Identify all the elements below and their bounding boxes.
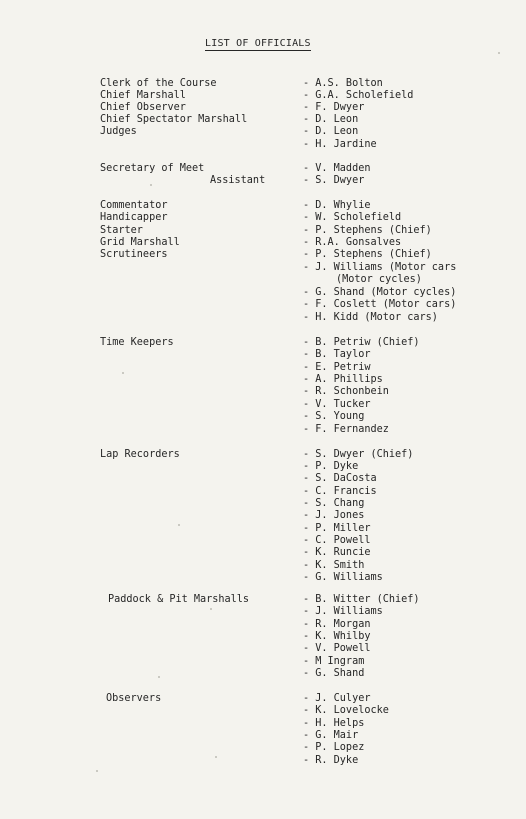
official-name: - S. DaCosta bbox=[303, 473, 377, 484]
official-role: Secretary of Meet bbox=[100, 163, 205, 174]
official-name: - V. Powell bbox=[303, 643, 371, 654]
official-role: Chief Observer bbox=[100, 102, 186, 113]
official-name: - B. Petriw (Chief) bbox=[303, 337, 420, 348]
official-name: - P. Stephens (Chief) bbox=[303, 225, 432, 236]
official-name: - P. Stephens (Chief) bbox=[303, 249, 432, 260]
official-name: - G.A. Scholefield bbox=[303, 90, 414, 101]
official-name: - S. Chang bbox=[303, 498, 365, 509]
official-name: - K. Smith bbox=[303, 560, 365, 571]
official-name: - D. Leon bbox=[303, 114, 359, 125]
official-name: - J. Jones bbox=[303, 510, 365, 521]
official-name: - C. Francis bbox=[303, 486, 377, 497]
official-name: - K. Whilby bbox=[303, 631, 371, 642]
official-name: - R. Dyke bbox=[303, 755, 359, 766]
official-role: Paddock & Pit Marshalls bbox=[108, 594, 250, 605]
official-name: - M Ingram bbox=[303, 656, 365, 667]
official-name: - V. Tucker bbox=[303, 399, 371, 410]
official-name: - C. Powell bbox=[303, 535, 371, 546]
official-name: - A. Phillips bbox=[303, 374, 383, 385]
official-name: - J. Culyer bbox=[303, 693, 371, 704]
official-name: - E. Petriw bbox=[303, 362, 371, 373]
official-role: Scrutineers bbox=[100, 249, 168, 260]
official-name: - R.A. Gonsalves bbox=[303, 237, 402, 248]
official-name: - H. Kidd (Motor cars) bbox=[303, 312, 438, 323]
official-role: Chief Spectator Marshall bbox=[100, 114, 248, 125]
official-name: - S. Dwyer (Chief) bbox=[303, 449, 414, 460]
official-name: - B. Witter (Chief) bbox=[303, 594, 420, 605]
official-role: Assistant bbox=[210, 175, 266, 186]
official-role: Lap Recorders bbox=[100, 449, 180, 460]
page-title: LIST OF OFFICIALS bbox=[205, 38, 311, 49]
official-role: Time Keepers bbox=[100, 337, 174, 348]
official-name: - G. Mair bbox=[303, 730, 359, 741]
official-name: - R. Morgan bbox=[303, 619, 371, 630]
official-role: Starter bbox=[100, 225, 143, 236]
official-name: - P. Miller bbox=[303, 523, 371, 534]
official-name: - F. Fernandez bbox=[303, 424, 389, 435]
official-name: - G. Shand bbox=[303, 668, 365, 679]
official-name: - S. Dwyer bbox=[303, 175, 365, 186]
official-role: Grid Marshall bbox=[100, 237, 180, 248]
official-name: - D. Leon bbox=[303, 126, 359, 137]
official-name: - R. Schonbein bbox=[303, 386, 389, 397]
official-name: - S. Young bbox=[303, 411, 365, 422]
official-role: Handicapper bbox=[100, 212, 168, 223]
official-name: - G. Williams bbox=[303, 572, 383, 583]
official-role: Clerk of the Course bbox=[100, 78, 217, 89]
official-role: Chief Marshall bbox=[100, 90, 186, 101]
official-name: - W. Scholefield bbox=[303, 212, 402, 223]
official-name: - B. Taylor bbox=[303, 349, 371, 360]
official-name: - H. Helps bbox=[303, 718, 365, 729]
official-name: - J. Williams bbox=[303, 606, 383, 617]
official-name: - F. Coslett (Motor cars) bbox=[303, 299, 457, 310]
official-name: - A.S. Bolton bbox=[303, 78, 383, 89]
official-name: - K. Runcie bbox=[303, 547, 371, 558]
official-role: Commentator bbox=[100, 200, 168, 211]
official-name: - H. Jardine bbox=[303, 139, 377, 150]
official-role: Judges bbox=[100, 126, 137, 137]
official-name: - K. Lovelocke bbox=[303, 705, 389, 716]
official-name: - D. Whylie bbox=[303, 200, 371, 211]
official-name: - F. Dwyer bbox=[303, 102, 365, 113]
official-name: - P. Dyke bbox=[303, 461, 359, 472]
official-name: (Motor cycles) bbox=[336, 274, 422, 285]
official-name: - G. Shand (Motor cycles) bbox=[303, 287, 457, 298]
official-name: - V. Madden bbox=[303, 163, 371, 174]
official-role: Observers bbox=[106, 693, 162, 704]
official-name: - J. Williams (Motor cars bbox=[303, 262, 457, 273]
official-name: - P. Lopez bbox=[303, 742, 365, 753]
